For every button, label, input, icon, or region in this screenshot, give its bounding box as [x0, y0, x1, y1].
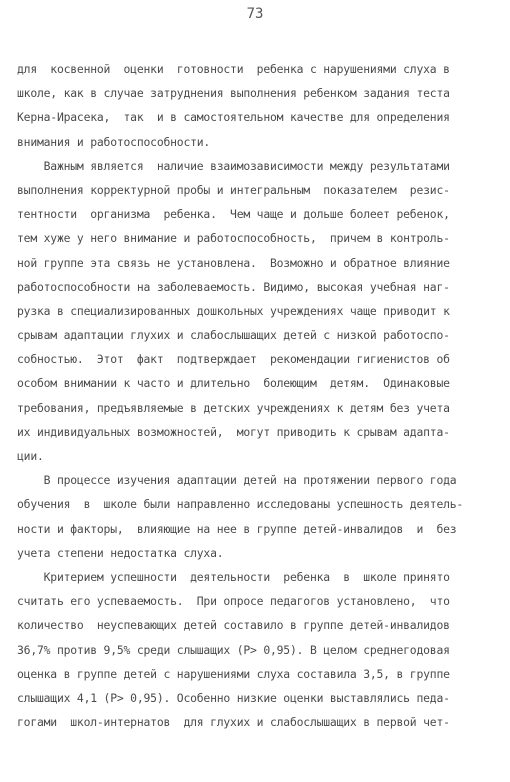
text-line: количество неуспевающих детей составило в группе детей-инвалидов — [17, 618, 450, 633]
text-line: Керна-Ирасека, так и в самостоятельном качестве для определения — [17, 110, 450, 125]
paragraph-start-line: Критерием успешности деятельности ребенка в школе принято — [17, 569, 450, 584]
text-line: школе, как в случае затруднения выполнения ребенком задания теста — [17, 86, 450, 101]
page-number: 73 — [246, 6, 264, 22]
text-line: для косвенной оценки готовности ребенка с нарушениями слуха в — [17, 62, 450, 76]
text-line: учета степени недостатка слуха. — [17, 545, 224, 560]
text-line: внимания и работоспособности. — [17, 134, 211, 149]
text-line: тентности организма ребенка. Чем чаще и дольше болеет ребенок, — [17, 207, 450, 222]
text-line: собностью. Этот факт подтверждает рекомендации гигиенистов об — [17, 352, 450, 367]
paragraph-start-line: В процессе изучения адаптации детей на протяжении первого года — [17, 473, 457, 488]
text-line: обучения в школе были направленно исследованы успешность деятель- — [17, 497, 464, 512]
text-line: особом внимании к часто и длительно болеющим детям. Одинаковые — [17, 376, 450, 391]
text-line: их индивидуальных возможностей, могут приводить к срывам адапта- — [17, 424, 450, 439]
text-line: ции. — [17, 449, 44, 463]
text-line: выполнения корректурной пробы и интегральным показателем резис- — [17, 182, 450, 197]
text-line: требования, предъявляемые в детских учреждениях к детям без учета — [17, 400, 450, 415]
text-line: 36,7% против 9,5% среди слышащих (P> 0,95). В целом среднегодовая — [17, 642, 450, 657]
text-line: ной группе эта связь не установлена. Возможно и обратное влияние — [17, 255, 450, 270]
text-line: слышащих 4,1 (P> 0,95). Особенно низкие оценки выставлялись педа- — [17, 690, 450, 705]
paragraph-start-line: Важным является наличие взаимозависимости между результатами — [17, 158, 450, 173]
text-line: считать его успеваемость. При опросе педагогов установлено, что — [17, 594, 450, 609]
body-text — [17, 57, 489, 734]
text-line: ности и факторы, влияющие на нее в группе детей-инвалидов и без — [17, 521, 457, 536]
text-line: гогами школ-интернатов для глухих и слабослышащих в первой чет- — [17, 715, 450, 730]
text-line: работоспособности на заболеваемость. Видимо, высокая учебная наг- — [17, 279, 450, 294]
text-line: тем хуже у него внимание и работоспособность, причем в контроль- — [17, 231, 450, 246]
text-line: рузка в специализированных дошкольных учреждениях чаще приводит к — [17, 303, 450, 318]
text-line: срывам адаптации глухих и слабослышащих детей с низкой работоспо- — [17, 328, 450, 343]
text-line: оценка в группе детей с нарушениями слуха составила 3,5, в группе — [17, 666, 450, 681]
